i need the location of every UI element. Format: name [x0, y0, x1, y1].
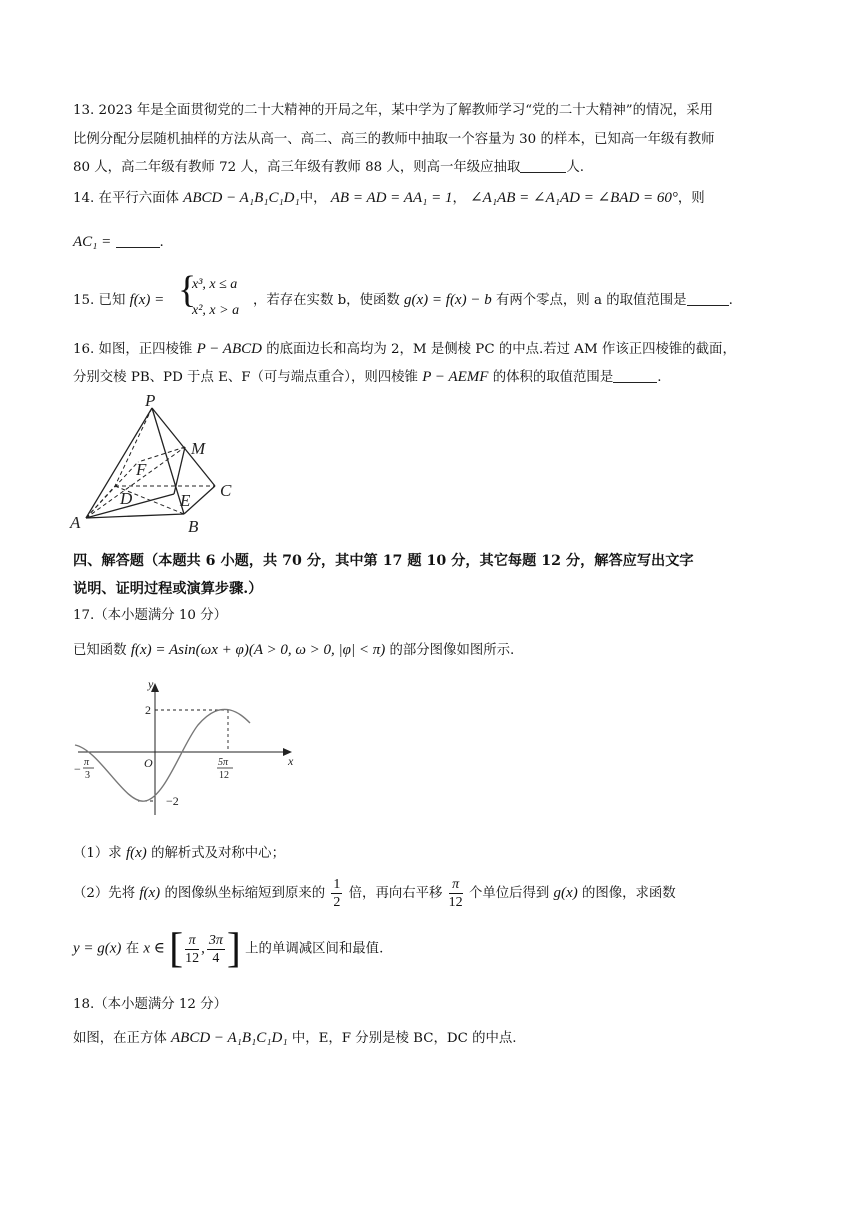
q16-prefix: 16. 如图，正四棱锥 — [73, 342, 193, 357]
left-tick-numerator: π — [84, 757, 90, 768]
q16-solid-2: P − AEMF — [422, 369, 489, 385]
q14-end: . — [159, 235, 164, 250]
interval-lower: $\frac{\pi}{12}$ — [185, 932, 200, 966]
q16-line-1 — [73, 338, 736, 358]
q17-part-2-a: （2）先将 — [73, 886, 136, 901]
q17-part-2-c: 倍，再向右平移 — [348, 886, 443, 901]
x-axis-label: x — [288, 754, 294, 768]
q14-cond-2: ∠A₁AB = ∠A₁AD = ∠BAD = 60° — [470, 190, 678, 206]
q17-x-in: x ∈ — [143, 940, 165, 957]
q16-text: 的底面边长和高均为 2，M 是侧棱 PC 的中点.若过 AM 作该正四棱锥的截面， — [266, 342, 736, 357]
q17-y-eq-g: y = g(x) — [73, 940, 122, 957]
q13-line-2: 比例分配分层随机抽样的方法从高一、高二、高三的教师中抽取一个容量为 30 的样本，已知高一年级有教师 — [73, 132, 715, 147]
q14-answer-lhs: AC₁ = — [73, 234, 112, 250]
answer-blank — [116, 235, 160, 248]
q17-header: 17.（本小题满分 10 分） — [73, 608, 227, 623]
q16-text-2: 分别交棱 PB、PD 于点 E、F（可与端点重合），则四棱锥 — [73, 370, 418, 385]
label-F: F — [136, 460, 147, 479]
q15-line — [73, 289, 164, 309]
q15-end: . — [728, 293, 733, 308]
q17-formula: f(x) = Asin(ωx + φ)(A > 0, ω > 0, |φ| < π) — [130, 642, 386, 658]
q14-mid: 中， — [299, 191, 327, 206]
q17-stmt-a: 已知函数 — [73, 643, 127, 658]
fraction-pi-over-12: $\frac{\pi}{12}$ — [448, 877, 463, 910]
answer-blank — [613, 370, 657, 383]
q15-line-rest — [253, 289, 733, 309]
origin-label: O — [144, 756, 153, 770]
section-4-heading-line-1: 四、解答题（本题共 6 小题，共 70 分，其中第 17 题 10 分，其它每题 12 分，解答应写出文字 — [73, 553, 694, 569]
q17-part-2-d: 个单位后得到 — [468, 886, 550, 901]
q14-suffix: ，则 — [677, 191, 705, 206]
q14-line-1 — [73, 187, 705, 207]
q15-suffix: 有两个零点，则 a 的取值范围是 — [495, 293, 687, 308]
y-axis-label: y — [148, 677, 154, 691]
q17-part-2-e: 的图像，求函数 — [581, 886, 676, 901]
q14-solid: ABCD − A₁B₁C₁D₁ — [183, 190, 300, 206]
label-B: B — [188, 517, 199, 535]
label-C: C — [220, 481, 232, 500]
sine-curve — [75, 709, 250, 801]
q16-solid: P − ABCD — [196, 341, 262, 357]
label-D: D — [120, 489, 133, 508]
label-E: E — [180, 491, 191, 510]
edge-PD — [115, 408, 152, 486]
answer-blank — [520, 160, 566, 173]
q13-line-3-text: 80 人，高二年级有教师 72 人，高三年级有教师 88 人，则高一年级应抽取 — [73, 160, 521, 175]
left-tick-denominator: 3 — [85, 770, 90, 781]
q18-solid: ABCD − A₁B₁C₁D₁ — [171, 1030, 288, 1046]
q14-prefix: 14. 在平行六面体 — [73, 191, 179, 206]
q17-part-1-f: f(x) — [125, 845, 147, 861]
section-4-heading-line-2: 说明、证明过程或演算步骤.） — [73, 581, 263, 597]
q17-statement — [73, 639, 514, 659]
q17-part-2-b: 的图像纵坐标缩短到原来的 — [164, 886, 326, 901]
label-P: P — [145, 391, 156, 410]
answer-blank — [687, 293, 729, 306]
right-bracket: ] — [226, 926, 241, 972]
q15-gx: g(x) = f(x) − b — [404, 292, 492, 308]
q17-part-1 — [73, 842, 285, 862]
q18-stmt-a: 如图，在正方体 — [73, 1031, 167, 1046]
q18-header: 18.（本小题满分 12 分） — [73, 997, 227, 1012]
right-tick-numerator: 5π — [218, 757, 229, 768]
left-tick-sign: − — [74, 762, 81, 776]
q17-part-2-cont — [73, 928, 383, 970]
pyramid-figure — [68, 390, 248, 535]
q17-at: 在 — [125, 941, 140, 957]
q17-stmt-b: 的部分图像如图所示. — [389, 643, 515, 658]
label-M: M — [191, 439, 206, 458]
q17-part-1-a: （1）求 — [73, 846, 122, 861]
q13-line-1: 13. 2023 年是全面贯彻党的二十大精神的开局之年，某中学为了解教师学习“党的二十大精神”的情况，采用 — [73, 103, 713, 118]
q15-prefix: 15. 已知 — [73, 293, 126, 308]
q15-mid: ，若存在实数 b，使函数 — [253, 293, 400, 308]
sine-graph-figure — [70, 675, 310, 820]
label-A: A — [70, 513, 81, 532]
q14-line-2 — [73, 234, 164, 251]
q16-text-3: 的体积的取值范围是 — [492, 370, 614, 385]
section-AM — [86, 447, 185, 518]
q14-sep: ， — [452, 191, 466, 206]
q13-line-3 — [73, 156, 584, 175]
q17-part-1-b: 的解析式及对称中心； — [151, 846, 285, 861]
q18-stmt-b: 中，E，F 分别是棱 BC，DC 的中点. — [291, 1031, 517, 1046]
q16-line-2 — [73, 366, 661, 386]
q13-unit: 人. — [566, 160, 584, 175]
interval-comma: , — [201, 940, 205, 957]
interval-upper: $\frac{3\pi}{4}$ — [208, 932, 223, 966]
q15-case-1: x³, x ≤ a — [192, 277, 238, 292]
piecewise-brace: { — [178, 269, 197, 311]
q17-part-3-b: 上的单调减区间和最值. — [245, 941, 384, 957]
q18-statement — [73, 1027, 517, 1047]
q17-part-2-f: f(x) — [139, 885, 161, 901]
q17-part-2 — [73, 876, 676, 911]
y-max-label: 2 — [145, 703, 151, 717]
q15-case-2: x², x > a — [192, 303, 240, 318]
right-tick-denominator: 12 — [219, 770, 229, 781]
y-min-label: −2 — [166, 794, 179, 808]
fraction-one-half: $\frac{1}{2}$ — [333, 877, 341, 910]
q15-fx: f(x) = — [129, 292, 165, 308]
q17-part-2-g: g(x) — [553, 885, 578, 901]
section-EM — [174, 447, 185, 494]
q14-cond-1: AB = AD = AA₁ = 1 — [330, 190, 453, 206]
q16-end: . — [657, 370, 662, 385]
left-bracket: [ — [169, 926, 184, 972]
